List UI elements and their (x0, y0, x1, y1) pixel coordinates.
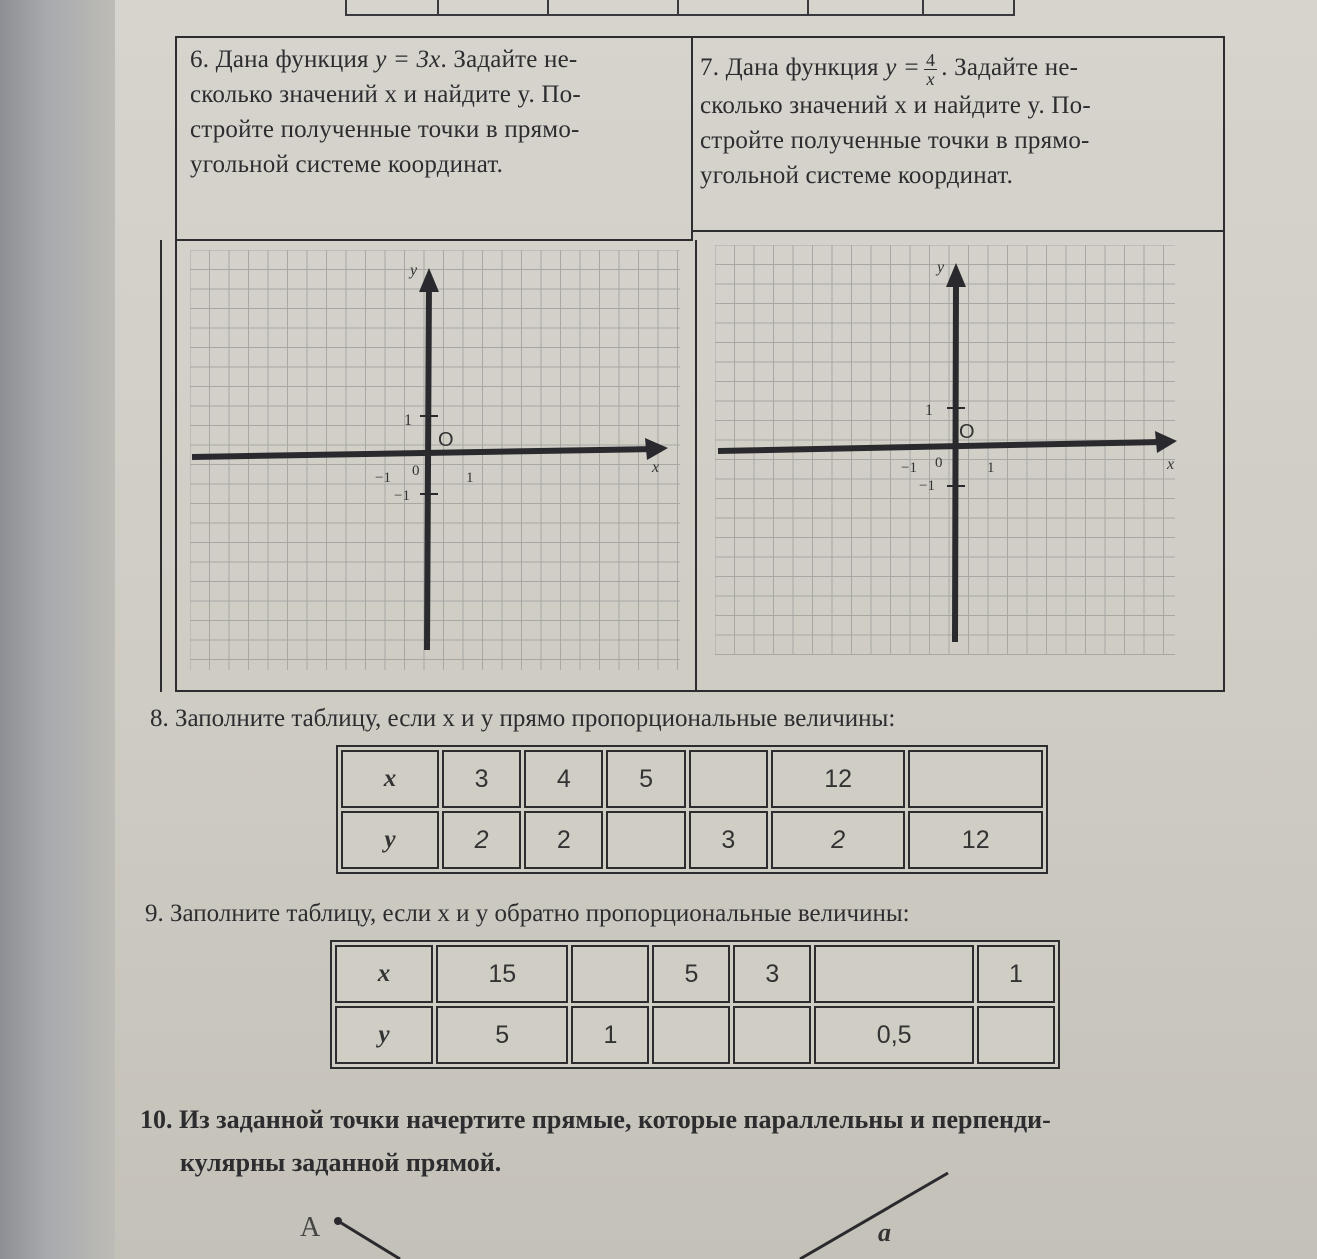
table-cell[interactable]: 12 (908, 811, 1043, 869)
previous-table-edge (345, 0, 1015, 16)
tick-x-1: 1 (466, 470, 474, 486)
table-cell[interactable]: 1 (977, 945, 1055, 1003)
table-cell[interactable]: 1 (571, 1006, 649, 1064)
row-header-cell: x (335, 945, 433, 1003)
table-cell[interactable]: 3 (733, 945, 811, 1003)
task7-text (700, 50, 1215, 193)
y-axis-label: y (937, 259, 945, 276)
table-cell[interactable] (908, 750, 1043, 808)
book-binding (0, 0, 120, 1259)
task7-eq-y: y = (885, 54, 921, 81)
task7-line1-end: . Задайте не- (941, 54, 1079, 81)
task9-table (330, 940, 1060, 1069)
task8-question: 8. Заполните таблицу, если x и y прямо пропорциональные величины: (150, 705, 896, 732)
task6-label: 6. Дана функция (190, 46, 369, 73)
task9-question: 9. Заполните таблицу, если x и y обратно пропорциональные величины: (145, 900, 910, 927)
task6-coordinate-grid[interactable] (190, 250, 690, 680)
point-a-label: A (300, 1212, 321, 1243)
task7-line3: стройте полученные точки в прямо- (700, 126, 1090, 154)
task10-drawing[interactable] (0, 1159, 1317, 1259)
task6-line4: угольной системе координат. (190, 151, 504, 178)
task6-text (190, 42, 685, 182)
row-header-cell: x (341, 750, 439, 808)
task7-line2: сколько значений x и найдите y. По- (700, 91, 1091, 119)
task8-table (336, 745, 1048, 874)
table-cell[interactable]: 0,5 (814, 1006, 974, 1064)
table-cell[interactable]: 5 (436, 1006, 568, 1064)
line-a-label: a (878, 1218, 891, 1247)
table-cell[interactable]: 3 (442, 750, 521, 808)
pencil-line-from-a (338, 1221, 400, 1259)
tick-y-minus1: −1 (919, 478, 935, 494)
x-axis-arrow (645, 438, 668, 460)
tick-x-minus1: −1 (375, 470, 391, 486)
row-header-cell: y (341, 811, 439, 869)
task7-frac-num: 4 (926, 49, 936, 70)
table-cell[interactable]: 2 (524, 811, 603, 869)
task7-coordinate-grid[interactable] (715, 245, 1185, 665)
table-cell[interactable]: 3 (689, 811, 768, 869)
table-cell[interactable] (689, 750, 768, 808)
task10-line1: 10. Из заданной точки начертите прямые, которые параллельны и перпенди- (140, 1105, 1051, 1134)
task7-label: 7. Дана функция (700, 54, 879, 81)
task10-line2: кулярны заданной прямой. (180, 1148, 502, 1177)
origin-o: O (438, 429, 454, 451)
x-axis-label: x (652, 459, 660, 476)
task7-fraction (924, 51, 937, 88)
table-cell[interactable] (606, 811, 685, 869)
table-cell[interactable] (652, 1006, 730, 1064)
x-axis-label: x (1167, 456, 1175, 473)
table-row (335, 945, 1055, 1003)
y-axis (955, 277, 956, 642)
task6-equation: y = 3x (375, 46, 441, 73)
line-a (800, 1173, 948, 1259)
x-axis (718, 442, 1160, 451)
table-cell[interactable]: 2 (442, 811, 521, 869)
task6-line1-end: . Задайте не- (440, 46, 578, 73)
table-cell[interactable]: 12 (771, 750, 906, 808)
tick-y-minus1: −1 (394, 488, 410, 504)
origin-zero: 0 (935, 455, 943, 471)
table-cell[interactable]: 5 (652, 945, 730, 1003)
table-cell[interactable]: 4 (524, 750, 603, 808)
y-axis-label: y (410, 262, 418, 279)
y-axis-arrow (419, 268, 439, 292)
table-cell[interactable]: 2 (771, 811, 906, 869)
task7-line4: угольной системе координат. (700, 161, 1014, 189)
task6-line3: стройте полученные точки в прямо- (190, 116, 580, 143)
origin-zero: 0 (412, 463, 420, 479)
tick-y-1: 1 (404, 412, 412, 429)
table-row (335, 1006, 1055, 1064)
task6-line2: сколько значений x и найдите y. По- (190, 81, 581, 108)
table-row (341, 811, 1043, 869)
row-header-cell: y (335, 1006, 433, 1064)
tick-x-1: 1 (987, 460, 995, 476)
origin-o: O (959, 421, 975, 443)
table-cell[interactable]: 15 (436, 945, 568, 1003)
table-cell[interactable] (814, 945, 974, 1003)
table-cell[interactable] (571, 945, 649, 1003)
table-cell[interactable]: 5 (606, 750, 685, 808)
grid-lines (190, 250, 680, 670)
task7-frac-den: x (926, 68, 935, 89)
tick-y-1: 1 (925, 402, 933, 419)
y-axis (427, 280, 429, 650)
x-axis (192, 449, 655, 457)
table-row (341, 750, 1043, 808)
tick-x-minus1: −1 (901, 460, 917, 476)
x-axis-arrow (1155, 431, 1177, 453)
table-cell[interactable] (733, 1006, 811, 1064)
table-cell[interactable] (977, 1006, 1055, 1064)
